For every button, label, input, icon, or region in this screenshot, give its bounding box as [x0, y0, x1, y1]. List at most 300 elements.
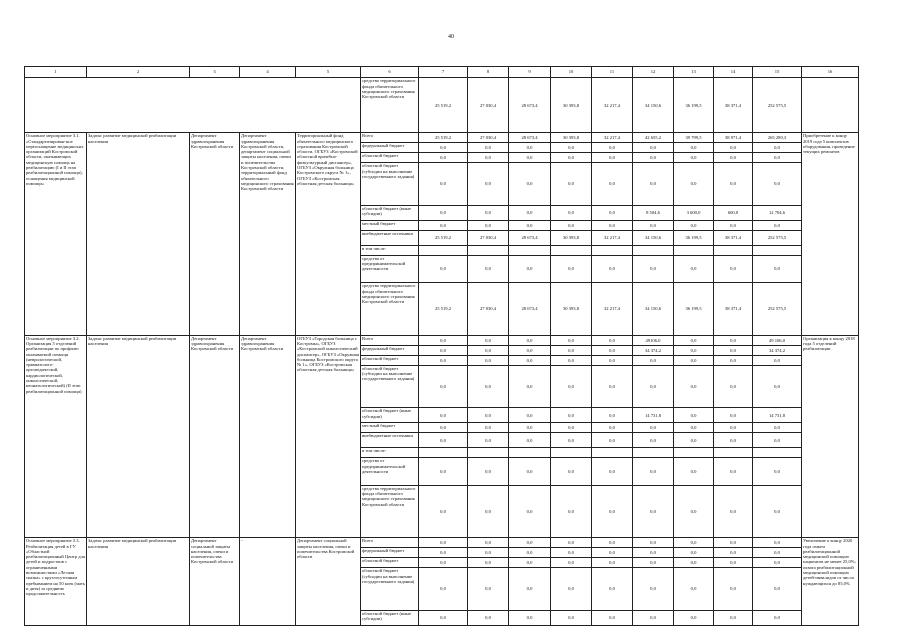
value-cell: 0,0: [674, 558, 714, 568]
value-cell: 0,0: [714, 568, 753, 611]
funding-category: федеральный бюджет: [361, 548, 419, 558]
value-cell: 0,0: [419, 345, 468, 355]
value-cell: 0,0: [714, 408, 753, 423]
funding-category: внебюджетные источники: [361, 230, 419, 245]
value-cell: 0,0: [468, 205, 509, 220]
value-cell: 28 673,4: [509, 133, 551, 143]
expected-result: Организация к концу 2018 года 5 отделений реабилитации: [802, 335, 859, 538]
value-cell: 0,0: [468, 335, 509, 345]
value-cell: 0,0: [551, 163, 592, 206]
funding-category: областной бюджет (субсидии на выполнение государственного задания): [361, 163, 419, 206]
value-cell: 28 673,4: [509, 283, 551, 336]
value-cell: 32 217,4: [592, 230, 633, 245]
value-cell: 0,0: [633, 568, 674, 611]
value-cell: 0,0: [509, 143, 551, 153]
value-cell: 0,0: [551, 143, 592, 153]
task-cell: Задача: развитие медицинской реабилитации населения: [87, 538, 190, 626]
funding-row: [25, 538, 859, 548]
value-cell: 0,0: [592, 163, 633, 206]
value-cell: 0,0: [468, 568, 509, 611]
value-cell: 30 393,8: [551, 230, 592, 245]
funding-category: средства территориального фонда обязательного медицинского страхования Костромской области: [361, 78, 419, 133]
value-cell: 0,0: [633, 163, 674, 206]
value-cell: 0,0: [509, 153, 551, 163]
value-cell: 0,0: [592, 205, 633, 220]
value-cell: 0,0: [551, 365, 592, 408]
value-cell: 0,0: [419, 423, 468, 433]
value-cell: 27 030,4: [468, 283, 509, 336]
value-cell: 0,0: [592, 143, 633, 153]
value-cell: 0,0: [753, 558, 802, 568]
value-cell: 32 217,4: [592, 78, 633, 133]
funding-category: областной бюджет (иные субсидии): [361, 205, 419, 220]
value-cell: 0,0: [633, 220, 674, 230]
column-number: 4: [240, 67, 296, 78]
value-cell: [468, 448, 509, 458]
value-cell: [592, 448, 633, 458]
value-cell: 0,0: [633, 255, 674, 283]
value-cell: 0,0: [509, 255, 551, 283]
column-number: 5: [296, 67, 361, 78]
funding-category: в том числе:: [361, 448, 419, 458]
value-cell: 0,0: [509, 568, 551, 611]
value-cell: 0,0: [674, 610, 714, 625]
value-cell: [674, 245, 714, 255]
value-cell: 0,0: [551, 548, 592, 558]
program-measures-table: [24, 66, 859, 626]
value-cell: [714, 245, 753, 255]
value-cell: 28 673,4: [509, 78, 551, 133]
value-cell: 39 799,5: [674, 133, 714, 143]
value-cell: [633, 245, 674, 255]
value-cell: 0,0: [419, 355, 468, 365]
value-cell: 49106,0: [633, 335, 674, 345]
column-number: 9: [509, 67, 551, 78]
value-cell: 0,0: [753, 143, 802, 153]
value-cell: [753, 245, 802, 255]
value-cell: 0,0: [551, 205, 592, 220]
funding-category: в том числе:: [361, 245, 419, 255]
value-cell: 0,0: [753, 538, 802, 548]
value-cell: 0,0: [714, 355, 753, 365]
value-cell: 30 393,8: [551, 78, 592, 133]
value-cell: 27 030,4: [468, 230, 509, 245]
value-cell: 0,0: [674, 220, 714, 230]
value-cell: 0,0: [674, 335, 714, 345]
value-cell: 0,0: [509, 205, 551, 220]
value-cell: 265 280,3: [753, 133, 802, 143]
value-cell: 0,0: [592, 365, 633, 408]
funding-category: областной бюджет (субсидии на выполнение государственного задания): [361, 365, 419, 408]
column-number: 1: [25, 67, 87, 78]
value-cell: 25 519,2: [419, 283, 468, 336]
value-cell: 0,0: [509, 558, 551, 568]
value-cell: 0,0: [674, 255, 714, 283]
value-cell: 36 199,5: [674, 78, 714, 133]
funding-category: областной бюджет: [361, 558, 419, 568]
value-cell: 38 371,4: [714, 230, 753, 245]
funding-category: средства территориального фонда обязательного медицинского страхования Костромской области: [361, 485, 419, 538]
value-cell: 0,0: [753, 433, 802, 448]
value-cell: 0,0: [592, 538, 633, 548]
value-cell: 0,0: [633, 423, 674, 433]
value-cell: 0,0: [509, 220, 551, 230]
value-cell: 0,0: [551, 153, 592, 163]
value-cell: 0,0: [753, 423, 802, 433]
funding-category: местный бюджет: [361, 423, 419, 433]
value-cell: 0,0: [753, 153, 802, 163]
column-number: 13: [674, 67, 714, 78]
funding-category: федеральный бюджет: [361, 345, 419, 355]
value-cell: 30 393,8: [551, 283, 592, 336]
value-cell: 0,0: [592, 568, 633, 611]
participants-cell: Территориальный фонд обязательного медицинского страхования Костромской области, ОГБУЗ «Костромской областной врачебно-физкультурный диспансер», ОГБУЗ «Окружная больница Костромского округа № 1», ОГБУЗ «Костромская областная детская больница»: [296, 133, 361, 336]
value-cell: 0,0: [419, 365, 468, 408]
value-cell: [419, 448, 468, 458]
executor-cell: -: [240, 538, 296, 626]
value-cell: 0,0: [753, 355, 802, 365]
value-cell: 0,0: [714, 365, 753, 408]
value-cell: 28 673,4: [509, 230, 551, 245]
funding-category: средства от предпринимательской деятельности: [361, 458, 419, 486]
value-cell: 0,0: [419, 335, 468, 345]
value-cell: 0,0: [509, 548, 551, 558]
value-cell: 0,0: [633, 365, 674, 408]
value-cell: 0,0: [674, 538, 714, 548]
value-cell: 0,0: [674, 458, 714, 486]
value-cell: 0,0: [714, 143, 753, 153]
value-cell: 8 504,6: [633, 205, 674, 220]
value-cell: 0,0: [714, 458, 753, 486]
value-cell: 0,0: [633, 538, 674, 548]
value-cell: 0,0: [714, 335, 753, 345]
value-cell: 0,0: [674, 163, 714, 206]
value-cell: 34 150,6: [633, 230, 674, 245]
executor-cell: Департамент здравоохранения Костромской области: [240, 335, 296, 538]
value-cell: 49 106,0: [753, 335, 802, 345]
value-cell: 0,0: [419, 205, 468, 220]
value-cell: 0,0: [674, 143, 714, 153]
value-cell: 27 030,4: [468, 78, 509, 133]
column-number-row: [25, 67, 859, 78]
value-cell: 0,0: [714, 610, 753, 625]
value-cell: 25 519,2: [419, 78, 468, 133]
funding-category: Всего: [361, 538, 419, 548]
value-cell: 0,0: [509, 423, 551, 433]
funding-category: средства от предпринимательской деятельности: [361, 255, 419, 283]
value-cell: 252 575,5: [753, 230, 802, 245]
value-cell: 0,0: [509, 485, 551, 538]
measure-name: Основное мероприятие 3.1. «Стандартизирован-ное переоснащение медицинских организаций Костромской области, оказывающих медицинскую помощь на реабилитацию (I и II этап реабилитационной помощи), оснащения медицинской помощи»: [25, 133, 87, 336]
value-cell: 0,0: [468, 220, 509, 230]
value-cell: 0,0: [419, 143, 468, 153]
value-cell: 0,0: [509, 610, 551, 625]
funding-category: областной бюджет (иные субсидии): [361, 610, 419, 625]
value-cell: 0,0: [419, 408, 468, 423]
value-cell: 42 655,2: [633, 133, 674, 143]
value-cell: [551, 448, 592, 458]
value-cell: 0,0: [753, 255, 802, 283]
value-cell: 0,0: [468, 365, 509, 408]
task-cell: Задача: развитие медицинской реабилитации населения: [87, 133, 190, 336]
customer-cell: Департамент здравоохранения Костромской области: [190, 133, 240, 336]
value-cell: 0,0: [633, 355, 674, 365]
value-cell: 0,0: [592, 610, 633, 625]
value-cell: 0,0: [753, 220, 802, 230]
participants-cell: ОГБУЗ «Городская больница г. Костромы», ОГБУЗ «Костромской онкологический диспансер», ОГБУЗ «Окружная больница Костромского округа № 1», ОГБУЗ «Костромская областная детская больница»: [296, 335, 361, 538]
value-cell: 0,0: [468, 538, 509, 548]
value-cell: 0,0: [419, 558, 468, 568]
funding-category: федеральный бюджет: [361, 143, 419, 153]
column-number: 15: [753, 67, 802, 78]
column-number: 2: [87, 67, 190, 78]
value-cell: 38 971,4: [714, 133, 753, 143]
value-cell: 0,0: [714, 538, 753, 548]
value-cell: 0,0: [468, 163, 509, 206]
value-cell: 0,0: [753, 365, 802, 408]
value-cell: 34 374,2: [753, 345, 802, 355]
funding-category: областной бюджет (иные субсидии): [361, 408, 419, 423]
value-cell: 36 199,5: [674, 283, 714, 336]
value-cell: 0,0: [509, 345, 551, 355]
value-cell: 38 371,4: [714, 283, 753, 336]
value-cell: 36 199,5: [674, 230, 714, 245]
value-cell: 0,0: [592, 423, 633, 433]
value-cell: 0,0: [419, 548, 468, 558]
value-cell: 0,0: [592, 335, 633, 345]
value-cell: 0,0: [753, 548, 802, 558]
value-cell: 0,0: [674, 408, 714, 423]
value-cell: 30 393,8: [551, 133, 592, 143]
funding-category: внебюджетные источники: [361, 433, 419, 448]
value-cell: 34 150,6: [633, 78, 674, 133]
value-cell: 252 575,5: [753, 78, 802, 133]
value-cell: 25 519,2: [419, 230, 468, 245]
column-number: 16: [802, 67, 859, 78]
value-cell: 0,0: [468, 255, 509, 283]
value-cell: 0,0: [419, 538, 468, 548]
value-cell: 0,0: [633, 485, 674, 538]
value-cell: 0,0: [633, 153, 674, 163]
value-cell: [592, 245, 633, 255]
value-cell: 0,0: [419, 255, 468, 283]
column-number: 10: [551, 67, 592, 78]
value-cell: 0,0: [592, 558, 633, 568]
value-cell: 32 217,4: [592, 283, 633, 336]
value-cell: 0,0: [468, 345, 509, 355]
value-cell: 0,0: [592, 548, 633, 558]
value-cell: 0,0: [551, 335, 592, 345]
column-number: 12: [633, 67, 674, 78]
executor-cell: Департамент здравоохранения Костромской области, департамент социальной защиты населения, опеки и попечительства Костромской области, территориальный фонд обязательного медицинского страхования Костромской области: [240, 133, 296, 336]
value-cell: 0,0: [674, 548, 714, 558]
value-cell: 0,0: [592, 153, 633, 163]
value-cell: 32 217,4: [592, 133, 633, 143]
column-number: 7: [419, 67, 468, 78]
measure-name: Основное мероприятие 3.2. Организация 5 отделений реабилитации по профилю оказываемой помощи (неврологической, травматолого-ортопедической, кардиологической, онкологической, неонатологической) (II этап реабилитационной помощи): [25, 335, 87, 538]
value-cell: 0,0: [674, 433, 714, 448]
value-cell: 0,0: [714, 558, 753, 568]
value-cell: 0,0: [419, 568, 468, 611]
value-cell: 0,0: [753, 163, 802, 206]
value-cell: 38 371,4: [714, 78, 753, 133]
value-cell: 0,0: [551, 485, 592, 538]
value-cell: [714, 448, 753, 458]
value-cell: 0,0: [551, 423, 592, 433]
measure-name: Основное мероприятие 3.3. Реабилитация детей в ГУ «Областной реабилитационный Центр для детей и подростков с ограниченными возможностями «Лесная сказка» с круглосуточным пребыванием на 50 коек (мать и дитя) за среднюю продолжительность: [25, 538, 87, 626]
value-cell: 0,0: [551, 610, 592, 625]
value-cell: 0,0: [419, 458, 468, 486]
value-cell: 0,0: [633, 433, 674, 448]
funding-row: [25, 133, 859, 143]
value-cell: 0,0: [714, 220, 753, 230]
value-cell: 0,0: [592, 458, 633, 486]
value-cell: 0,0: [714, 255, 753, 283]
value-cell: 0,0: [592, 255, 633, 283]
value-cell: [674, 448, 714, 458]
funding-category: Всего: [361, 133, 419, 143]
blank-cell: [802, 78, 859, 133]
expected-result: Увеличение к концу 2020 года охвата реабилитационной медицинской помощью пациентов не менее 25,0%; охвата реабилитационной медицинской помощью детей-инвалидов от числа нуждающихся до 85,0%: [802, 538, 859, 626]
value-cell: 0,0: [674, 365, 714, 408]
expected-result: Приобретение к концу 2019 года 5 комплектов оборудования, проведение текущих ремонтов: [802, 133, 859, 336]
value-cell: 0,0: [592, 355, 633, 365]
funding-category: Всего: [361, 335, 419, 345]
value-cell: 34 150,6: [633, 283, 674, 336]
value-cell: [509, 245, 551, 255]
value-cell: 0,0: [753, 485, 802, 538]
value-cell: 0,0: [674, 355, 714, 365]
task-cell: Задача: развитие медицинской реабилитации населения: [87, 335, 190, 538]
value-cell: 0,0: [551, 433, 592, 448]
value-cell: 0,0: [509, 355, 551, 365]
value-cell: 14 731,8: [633, 408, 674, 423]
value-cell: 25 519,2: [419, 133, 468, 143]
column-number: 11: [592, 67, 633, 78]
value-cell: 14 731,8: [753, 408, 802, 423]
value-cell: 0,0: [468, 548, 509, 558]
value-cell: 0,0: [468, 143, 509, 153]
value-cell: 0,0: [468, 355, 509, 365]
value-cell: 252 575,5: [753, 283, 802, 336]
value-cell: [419, 245, 468, 255]
value-cell: 0,0: [551, 558, 592, 568]
value-cell: 0,0: [753, 610, 802, 625]
value-cell: 0,0: [592, 433, 633, 448]
value-cell: 0,0: [468, 433, 509, 448]
blank-cell: [25, 78, 361, 133]
value-cell: 0,0: [674, 485, 714, 538]
funding-row: [25, 335, 859, 345]
value-cell: 0,0: [551, 255, 592, 283]
value-cell: 27 030,4: [468, 133, 509, 143]
value-cell: [509, 448, 551, 458]
value-cell: 0,0: [551, 568, 592, 611]
value-cell: 0,0: [592, 220, 633, 230]
column-number: 6: [361, 67, 419, 78]
value-cell: 0,0: [509, 433, 551, 448]
value-cell: 0,0: [468, 408, 509, 423]
value-cell: 0,0: [551, 458, 592, 486]
value-cell: 0,0: [753, 568, 802, 611]
funding-category: областной бюджет: [361, 355, 419, 365]
value-cell: 0,0: [509, 458, 551, 486]
value-cell: 0,0: [592, 345, 633, 355]
value-cell: 0,0: [633, 143, 674, 153]
participants-cell: Департамент социальной защиты населения, опеки и попечительства Костромской области: [296, 538, 361, 626]
value-cell: [551, 245, 592, 255]
value-cell: 0,0: [551, 220, 592, 230]
value-cell: 0,0: [714, 485, 753, 538]
value-cell: 0,0: [509, 538, 551, 548]
funding-category: местный бюджет: [361, 220, 419, 230]
value-cell: 0,0: [468, 610, 509, 625]
funding-category: областной бюджет: [361, 153, 419, 163]
value-cell: 0,0: [468, 458, 509, 486]
value-cell: 0,0: [419, 433, 468, 448]
value-cell: 0,0: [419, 610, 468, 625]
funding-category: средства территориального фонда обязательного медицинского страхования Костромской области: [361, 283, 419, 336]
customer-cell: Департамент социальной защиты населения, опеки и попечительства Костромской области: [190, 538, 240, 626]
value-cell: 0,0: [551, 345, 592, 355]
value-cell: 0,0: [633, 548, 674, 558]
value-cell: 600,0: [714, 205, 753, 220]
value-cell: 0,0: [468, 153, 509, 163]
value-cell: 0,0: [674, 568, 714, 611]
value-cell: 0,0: [551, 538, 592, 548]
value-cell: 0,0: [509, 163, 551, 206]
page-number: 40: [448, 34, 454, 40]
customer-cell: Департамент здравоохранения Костромской области: [190, 335, 240, 538]
value-cell: 3 600,0: [674, 205, 714, 220]
column-number: 14: [714, 67, 753, 78]
value-cell: 0,0: [714, 163, 753, 206]
value-cell: [753, 448, 802, 458]
value-cell: 0,0: [633, 558, 674, 568]
value-cell: 0,0: [674, 153, 714, 163]
value-cell: 0,0: [714, 548, 753, 558]
value-cell: 0,0: [468, 485, 509, 538]
column-number: 3: [190, 67, 240, 78]
value-cell: 0,0: [419, 153, 468, 163]
value-cell: [633, 448, 674, 458]
value-cell: 0,0: [633, 458, 674, 486]
value-cell: 0,0: [468, 423, 509, 433]
value-cell: 0,0: [551, 408, 592, 423]
value-cell: 0,0: [714, 153, 753, 163]
value-cell: 0,0: [419, 163, 468, 206]
value-cell: 12 704,6: [753, 205, 802, 220]
value-cell: 0,0: [551, 355, 592, 365]
value-cell: 0,0: [592, 408, 633, 423]
value-cell: 0,0: [714, 345, 753, 355]
value-cell: 0,0: [419, 220, 468, 230]
value-cell: 0,0: [633, 610, 674, 625]
column-number: 8: [468, 67, 509, 78]
value-cell: 0,0: [674, 423, 714, 433]
value-cell: 0,0: [714, 433, 753, 448]
value-cell: 0,0: [509, 335, 551, 345]
value-cell: [468, 245, 509, 255]
continuation-row: [25, 78, 859, 133]
value-cell: 0,0: [419, 485, 468, 538]
value-cell: 0,0: [674, 345, 714, 355]
value-cell: 0,0: [509, 408, 551, 423]
value-cell: 34 374,2: [633, 345, 674, 355]
value-cell: 0,0: [468, 558, 509, 568]
value-cell: 0,0: [509, 365, 551, 408]
value-cell: 0,0: [592, 485, 633, 538]
